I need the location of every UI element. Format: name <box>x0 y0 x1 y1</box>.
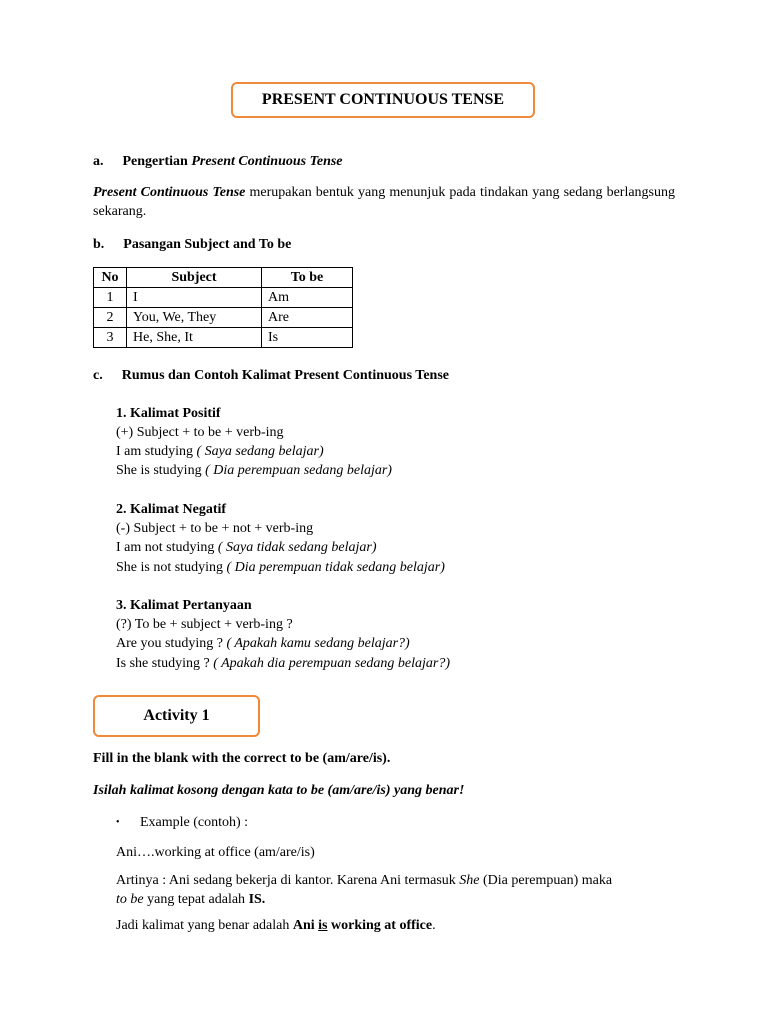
definition-term: Present Continuous Tense <box>93 185 246 200</box>
negative-example-1 <box>116 539 377 558</box>
example-text: She is studying <box>116 463 206 478</box>
table-cell-tobe: Are <box>262 308 353 328</box>
question-formula: (?) To be + subject + verb-ing ? <box>116 617 293 632</box>
section-c-marker: c. <box>93 368 103 383</box>
activity-title: Activity 1 <box>143 707 210 725</box>
section-a-marker: a. <box>93 154 104 169</box>
section-b-label: Pasangan Subject and To be <box>123 237 292 252</box>
section-a-heading <box>93 153 343 172</box>
explanation-she: She <box>459 873 480 888</box>
positive-example-2 <box>116 462 392 481</box>
example-explanation <box>116 872 676 910</box>
example-label: Example (contoh) : <box>140 815 249 830</box>
section-c-heading <box>93 367 449 386</box>
positive-formula: (+) Subject + to be + verb-ing <box>116 425 284 440</box>
table-cell-tobe: Is <box>262 328 353 348</box>
positive-heading: 1. Kalimat Positif <box>116 406 221 421</box>
table-cell-subject: You, We, They <box>127 308 262 328</box>
table-header-no: No <box>94 268 127 288</box>
example-text: She is not studying <box>116 560 227 575</box>
definition-paragraph <box>93 184 675 222</box>
example-conclusion <box>116 917 436 936</box>
example-translation: ( Apakah dia perempuan sedang belajar?) <box>213 656 451 671</box>
negative-formula: (-) Subject + to be + not + verb-ing <box>116 521 314 536</box>
explanation-is: IS. <box>248 891 266 907</box>
conclusion-text: Jadi kalimat yang benar adalah <box>116 918 293 933</box>
example-sentence: Ani….working at office (am/are/is) <box>116 845 315 860</box>
explanation-text-2: (Dia perempuan) maka <box>479 873 613 888</box>
example-translation: ( Saya tidak sedang belajar) <box>217 540 377 555</box>
table-cell-subject: He, She, It <box>127 328 262 348</box>
example-text: I am not studying <box>116 540 218 555</box>
bullet-icon: • <box>116 817 120 828</box>
table-row <box>94 328 353 348</box>
explanation-tobe: to be <box>116 891 144 907</box>
question-example-2 <box>116 655 450 674</box>
instruction-english: Fill in the blank with the correct to be (am/are/is). <box>93 751 391 766</box>
table-row <box>94 308 353 328</box>
conclusion-dot: . <box>432 918 436 933</box>
conclusion-rest: working at office <box>327 918 433 933</box>
example-translation: ( Dia perempuan sedang belajar) <box>205 463 392 478</box>
table-cell-subject: I <box>127 288 262 308</box>
example-text: Is she studying ? <box>116 656 214 671</box>
table-cell-no: 2 <box>94 308 127 328</box>
page-title-text: PRESENT CONTINUOUS TENSE <box>261 91 505 109</box>
question-example-1 <box>116 635 410 654</box>
explanation-text: Artinya : Ani sedang bekerja di kantor. Karena Ani termasuk <box>116 873 460 888</box>
negative-example-2 <box>116 559 445 578</box>
example-text: I am studying <box>116 444 197 459</box>
section-a-label: Pengertian <box>122 154 192 169</box>
negative-heading: 2. Kalimat Negatif <box>116 502 227 517</box>
explanation-text-3: yang tepat adalah <box>143 891 249 907</box>
activity-title-box <box>93 695 260 737</box>
table-cell-no: 1 <box>94 288 127 308</box>
example-translation: ( Apakah kamu sedang belajar?) <box>226 636 410 651</box>
section-c-label: Rumus dan Contoh Kalimat Present Continuous Tense <box>121 368 449 383</box>
page-title <box>231 82 535 118</box>
table-row <box>94 288 353 308</box>
positive-example-1 <box>116 443 324 462</box>
question-heading: 3. Kalimat Pertanyaan <box>116 598 252 613</box>
example-translation: ( Saya sedang belajar) <box>196 444 324 459</box>
table-header-subject: Subject <box>127 268 262 288</box>
table-header-tobe: To be <box>262 268 353 288</box>
definition-text: merupakan bentuk yang menunjuk pada tindakan yang sedang berlangsung sekarang. <box>93 185 675 219</box>
example-text: Are you studying ? <box>116 636 227 651</box>
example-translation: ( Dia perempuan tidak sedang belajar) <box>226 560 445 575</box>
section-a-label-italic: Present Continuous Tense <box>191 154 343 169</box>
conclusion-ani: Ani <box>292 918 319 933</box>
section-b-marker: b. <box>93 237 105 252</box>
table-cell-tobe: Am <box>262 288 353 308</box>
instruction-indonesian: Isilah kalimat kosong dengan kata to be (am/are/is) yang benar! <box>93 783 465 798</box>
conclusion-is: is <box>318 918 328 933</box>
table-header-row <box>94 268 353 288</box>
table-cell-no: 3 <box>94 328 127 348</box>
section-b-heading <box>93 236 291 255</box>
subject-tobe-table <box>93 267 353 348</box>
